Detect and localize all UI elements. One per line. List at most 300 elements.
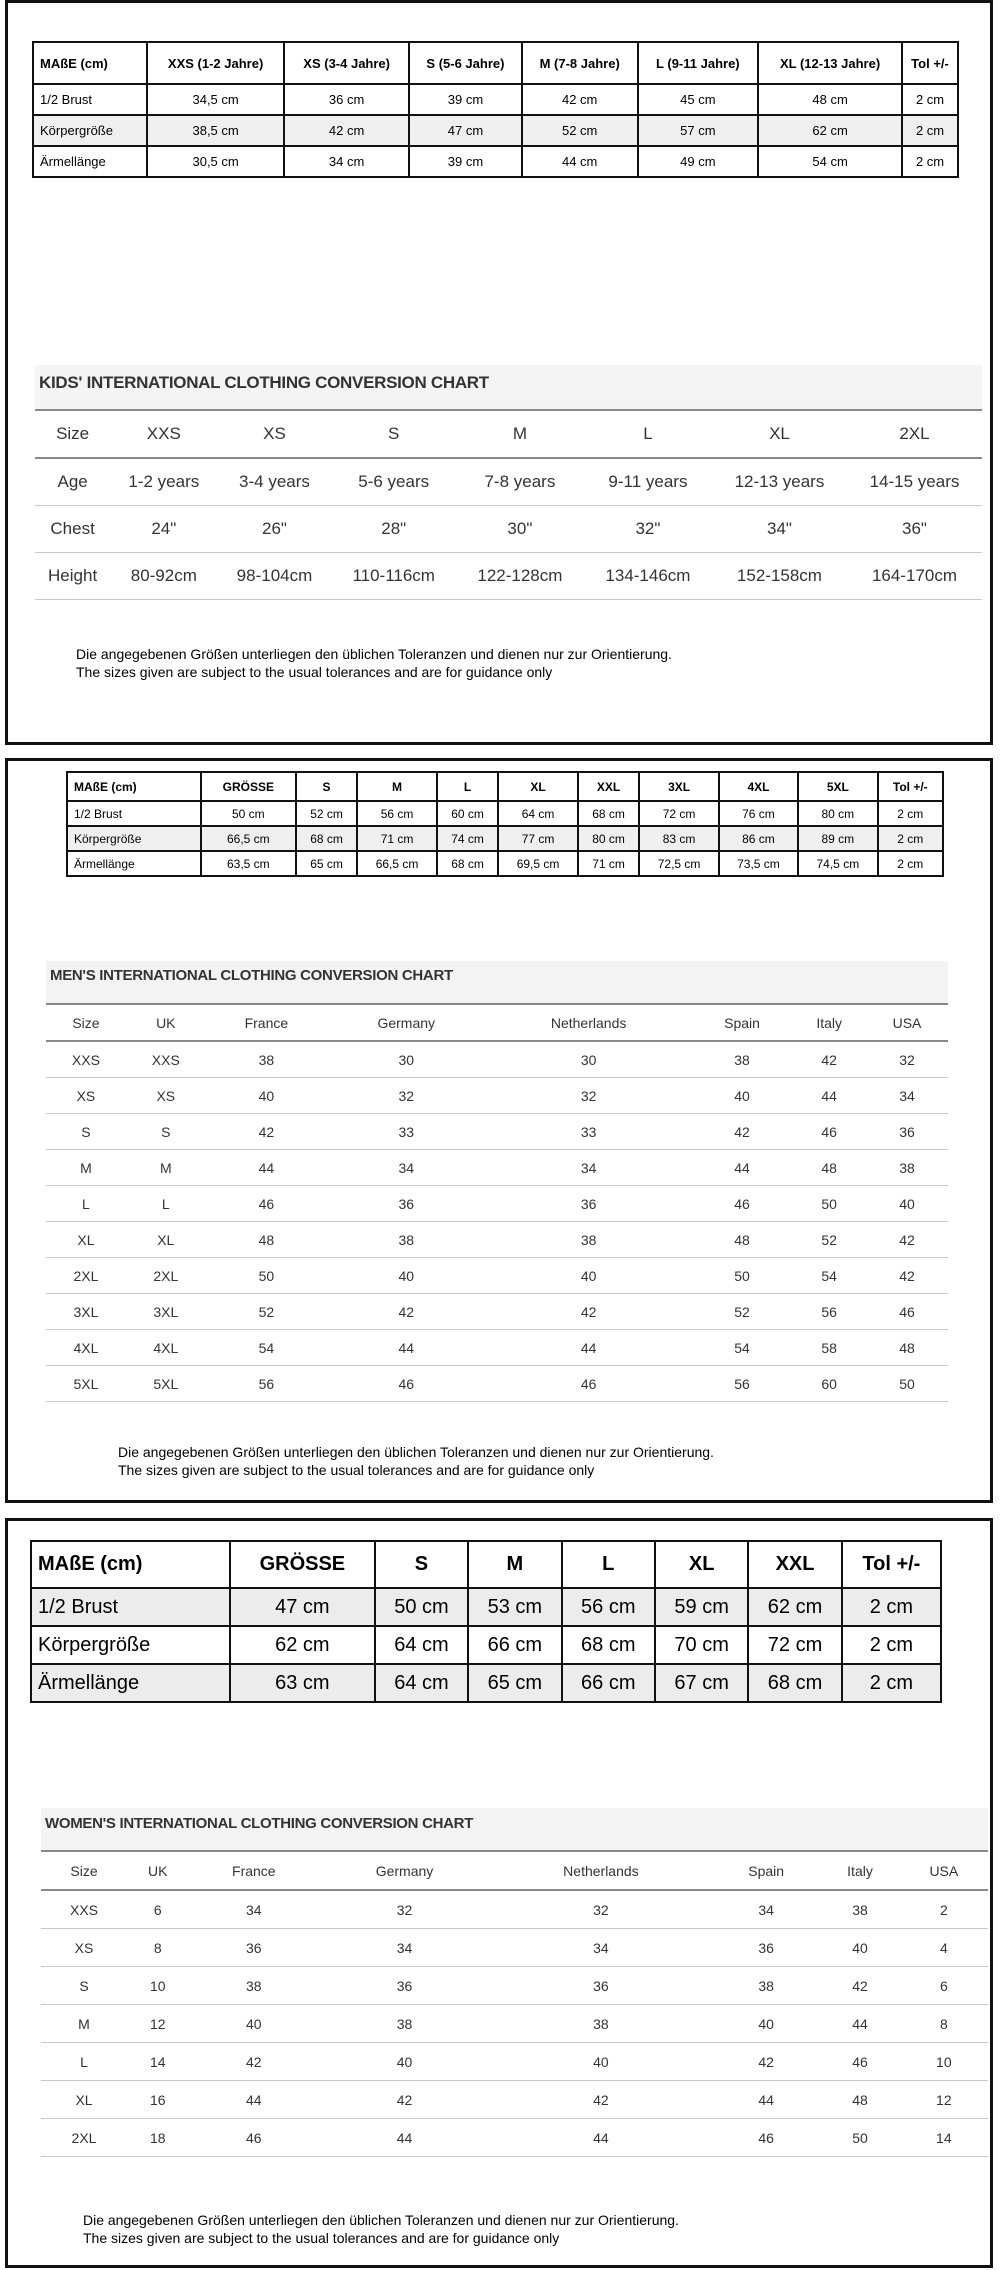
- table-cell: 64 cm: [498, 801, 577, 826]
- table-cell: 46: [692, 1186, 793, 1222]
- row-label: S: [46, 1114, 126, 1150]
- table-cell: 52 cm: [296, 801, 358, 826]
- column-header: XS: [217, 410, 331, 458]
- row-label: L: [46, 1186, 126, 1222]
- table-cell: 50: [820, 2119, 899, 2157]
- table-cell: S: [126, 1114, 206, 1150]
- table-row: [46, 1078, 948, 1114]
- row-label: 2XL: [41, 2119, 127, 2157]
- table-cell: 14: [900, 2119, 988, 2157]
- table-cell: 52: [206, 1294, 327, 1330]
- header-row: [31, 1541, 941, 1588]
- table-cell: 36: [866, 1114, 948, 1150]
- table-cell: 36: [319, 1967, 490, 2005]
- column-header: MAßE (cm): [67, 772, 201, 801]
- table-cell: 42: [206, 1114, 327, 1150]
- table-cell: 98-104cm: [217, 553, 331, 600]
- table-cell: 44: [692, 1150, 793, 1186]
- table-cell: 34 cm: [284, 146, 409, 177]
- table-cell: 42: [792, 1041, 866, 1078]
- table-row: [46, 1150, 948, 1186]
- table-cell: 34: [327, 1150, 486, 1186]
- table-cell: 89 cm: [798, 826, 877, 851]
- table-cell: 42: [327, 1294, 486, 1330]
- note-english: The sizes given are subject to the usual tolerances and are for guidance only: [76, 664, 553, 680]
- table-cell: 68 cm: [562, 1626, 655, 1664]
- table-row: [35, 458, 982, 506]
- row-label: S: [41, 1967, 127, 2005]
- table-row: [33, 146, 958, 177]
- column-header: France: [189, 1851, 320, 1890]
- table-cell: 46: [712, 2119, 820, 2157]
- table-cell: 48: [866, 1330, 948, 1366]
- column-header: Tol +/-: [842, 1541, 941, 1588]
- table-cell: 52: [692, 1294, 793, 1330]
- table-cell: 80-92cm: [110, 553, 217, 600]
- row-label: 2XL: [46, 1258, 126, 1294]
- table-row: [46, 1041, 948, 1078]
- table-cell: 32: [866, 1041, 948, 1078]
- row-label: XL: [46, 1222, 126, 1258]
- table-cell: 60 cm: [437, 801, 499, 826]
- table-cell: 9-11 years: [584, 458, 712, 506]
- table-cell: 30": [456, 506, 584, 553]
- table-cell: 38: [319, 2005, 490, 2043]
- row-label: XL: [41, 2081, 127, 2119]
- table-cell: 40: [866, 1186, 948, 1222]
- column-header: 4XL: [719, 772, 798, 801]
- column-header: USA: [900, 1851, 988, 1890]
- table-cell: 73,5 cm: [719, 851, 798, 876]
- table-cell: 16: [127, 2081, 188, 2119]
- table-cell: 66,5 cm: [357, 851, 436, 876]
- note-english: The sizes given are subject to the usual tolerances and are for guidance only: [83, 2230, 560, 2246]
- column-header: Spain: [712, 1851, 820, 1890]
- table-cell: XL: [126, 1222, 206, 1258]
- table-cell: 42: [189, 2043, 320, 2081]
- table-row: [46, 1294, 948, 1330]
- table-cell: 2 cm: [878, 826, 943, 851]
- table-cell: 34: [712, 1890, 820, 1929]
- table-cell: 53 cm: [468, 1588, 561, 1626]
- table-cell: 44: [189, 2081, 320, 2119]
- table-cell: M: [126, 1150, 206, 1186]
- table-cell: 40: [692, 1078, 793, 1114]
- table-cell: 36": [847, 506, 982, 553]
- table-cell: 122-128cm: [456, 553, 584, 600]
- table-cell: 8: [900, 2005, 988, 2043]
- table-row: [33, 115, 958, 146]
- table-cell: 46: [327, 1366, 486, 1402]
- table-cell: XS: [126, 1078, 206, 1114]
- column-header: XXS (1-2 Jahre): [147, 42, 284, 84]
- note-english: The sizes given are subject to the usual tolerances and are for guidance only: [118, 1462, 595, 1478]
- table-cell: 38: [189, 1967, 320, 2005]
- table-cell: 48: [820, 2081, 899, 2119]
- table-cell: 33: [327, 1114, 486, 1150]
- row-label: 4XL: [46, 1330, 126, 1366]
- table-cell: 38: [712, 1967, 820, 2005]
- table-cell: 44: [206, 1150, 327, 1186]
- table-cell: 36: [189, 1929, 320, 1967]
- column-header: Netherlands: [486, 1004, 692, 1041]
- table-cell: 42 cm: [284, 115, 409, 146]
- table-cell: 52: [792, 1222, 866, 1258]
- table-cell: 8: [127, 1929, 188, 1967]
- table-cell: 40: [712, 2005, 820, 2043]
- table-cell: 30: [327, 1041, 486, 1078]
- table-cell: 86 cm: [719, 826, 798, 851]
- table-cell: 12: [127, 2005, 188, 2043]
- table-cell: 74,5 cm: [798, 851, 877, 876]
- table-cell: 80 cm: [578, 826, 640, 851]
- column-header: S: [296, 772, 358, 801]
- table-cell: 6: [127, 1890, 188, 1929]
- table-cell: 72,5 cm: [639, 851, 718, 876]
- table-cell: 77 cm: [498, 826, 577, 851]
- column-header: 3XL: [639, 772, 718, 801]
- table-cell: 38: [866, 1150, 948, 1186]
- table-row: [31, 1588, 941, 1626]
- table-cell: 64 cm: [375, 1664, 468, 1702]
- table-cell: 30: [486, 1041, 692, 1078]
- table-cell: 34: [189, 1890, 320, 1929]
- table-cell: 44 cm: [522, 146, 638, 177]
- table-cell: 50: [692, 1258, 793, 1294]
- table-cell: 2XL: [126, 1258, 206, 1294]
- table-cell: 50: [866, 1366, 948, 1402]
- table-cell: 48 cm: [758, 84, 902, 115]
- column-header: Germany: [319, 1851, 490, 1890]
- kids-conversion-title: KIDS' INTERNATIONAL CLOTHING CONVERSION CHART: [35, 365, 982, 409]
- table-cell: 38: [206, 1041, 327, 1078]
- men-measurement-table: [66, 771, 944, 877]
- column-header: M: [357, 772, 436, 801]
- header-row: [35, 410, 982, 458]
- table-cell: 50 cm: [201, 801, 296, 826]
- table-cell: 46: [820, 2043, 899, 2081]
- table-cell: 54: [792, 1258, 866, 1294]
- table-cell: 38: [486, 1222, 692, 1258]
- table-cell: 2 cm: [878, 851, 943, 876]
- table-cell: 4: [900, 1929, 988, 1967]
- table-row: [33, 84, 958, 115]
- table-cell: 40: [189, 2005, 320, 2043]
- table-cell: 2 cm: [842, 1588, 941, 1626]
- table-cell: 44: [490, 2119, 712, 2157]
- women-size-panel: [5, 1518, 993, 2268]
- table-cell: 38: [820, 1890, 899, 1929]
- women-conversion-chart: [41, 1808, 988, 2157]
- table-row: [46, 1366, 948, 1402]
- table-cell: 47 cm: [409, 115, 522, 146]
- men-tolerance-note: [118, 1443, 714, 1479]
- column-header: Spain: [692, 1004, 793, 1041]
- table-cell: 45 cm: [638, 84, 759, 115]
- women-conversion-table: [41, 1850, 988, 2157]
- table-row: [46, 1222, 948, 1258]
- table-cell: 72 cm: [639, 801, 718, 826]
- row-label: Körpergröße: [33, 115, 147, 146]
- table-cell: 42: [319, 2081, 490, 2119]
- row-label: M: [46, 1150, 126, 1186]
- table-row: [41, 1890, 988, 1929]
- column-header: XXS: [110, 410, 217, 458]
- row-label: 1/2 Brust: [33, 84, 147, 115]
- table-cell: 110-116cm: [332, 553, 456, 600]
- column-header: UK: [126, 1004, 206, 1041]
- row-label: 1/2 Brust: [67, 801, 201, 826]
- table-cell: 2 cm: [902, 115, 958, 146]
- table-cell: 5XL: [126, 1366, 206, 1402]
- table-row: [46, 1114, 948, 1150]
- column-header: Italy: [792, 1004, 866, 1041]
- table-cell: 40: [319, 2043, 490, 2081]
- table-row: [46, 1258, 948, 1294]
- table-cell: 64 cm: [375, 1626, 468, 1664]
- column-header: MAßE (cm): [31, 1541, 230, 1588]
- table-cell: 18: [127, 2119, 188, 2157]
- table-row: [41, 2043, 988, 2081]
- table-cell: 63,5 cm: [201, 851, 296, 876]
- column-header: Germany: [327, 1004, 486, 1041]
- column-header: XL: [712, 410, 847, 458]
- header-row: [67, 772, 943, 801]
- table-cell: 32: [327, 1078, 486, 1114]
- table-cell: 39 cm: [409, 84, 522, 115]
- table-cell: 152-158cm: [712, 553, 847, 600]
- table-cell: 68 cm: [437, 851, 499, 876]
- row-label: XS: [46, 1078, 126, 1114]
- table-cell: 44: [712, 2081, 820, 2119]
- row-label: Körpergröße: [31, 1626, 230, 1664]
- men-conversion-chart: [46, 961, 948, 1402]
- column-header: France: [206, 1004, 327, 1041]
- note-german: Die angegebenen Größen unterliegen den üblichen Toleranzen und dienen nur zur Orientierung.: [83, 2212, 679, 2228]
- column-header: Size: [41, 1851, 127, 1890]
- kids-conversion-chart: [35, 365, 982, 600]
- table-cell: 1-2 years: [110, 458, 217, 506]
- header-row: [33, 42, 958, 84]
- table-cell: 56: [792, 1294, 866, 1330]
- table-cell: 44: [486, 1330, 692, 1366]
- table-cell: 24": [110, 506, 217, 553]
- header-row: [46, 1004, 948, 1041]
- table-cell: 56: [206, 1366, 327, 1402]
- table-row: [67, 801, 943, 826]
- table-cell: 36: [712, 1929, 820, 1967]
- table-cell: 36: [486, 1186, 692, 1222]
- table-cell: 40: [490, 2043, 712, 2081]
- table-row: [41, 1929, 988, 1967]
- kids-conversion-table: [35, 409, 982, 600]
- table-cell: 71 cm: [357, 826, 436, 851]
- table-cell: 50: [206, 1258, 327, 1294]
- column-header: UK: [127, 1851, 188, 1890]
- row-label: Age: [35, 458, 110, 506]
- table-cell: 38: [490, 2005, 712, 2043]
- column-header: Netherlands: [490, 1851, 712, 1890]
- table-cell: 60: [792, 1366, 866, 1402]
- column-header: Tol +/-: [878, 772, 943, 801]
- table-cell: 54: [206, 1330, 327, 1366]
- table-cell: 68 cm: [578, 801, 640, 826]
- table-cell: 40: [486, 1258, 692, 1294]
- table-cell: 66 cm: [562, 1664, 655, 1702]
- row-label: 1/2 Brust: [31, 1588, 230, 1626]
- table-cell: 66,5 cm: [201, 826, 296, 851]
- table-cell: 40: [327, 1258, 486, 1294]
- note-german: Die angegebenen Größen unterliegen den üblichen Toleranzen und dienen nur zur Orientierung.: [76, 646, 672, 662]
- row-label: 3XL: [46, 1294, 126, 1330]
- table-cell: 28": [332, 506, 456, 553]
- row-label: Ärmellänge: [67, 851, 201, 876]
- table-cell: 26": [217, 506, 331, 553]
- column-header: 2XL: [847, 410, 982, 458]
- table-cell: 34: [490, 1929, 712, 1967]
- row-label: 5XL: [46, 1366, 126, 1402]
- table-row: [46, 1330, 948, 1366]
- table-cell: 10: [127, 1967, 188, 2005]
- column-header: GRÖSSE: [230, 1541, 375, 1588]
- men-conversion-table: [46, 1003, 948, 1402]
- table-cell: 46: [866, 1294, 948, 1330]
- table-cell: 34: [319, 1929, 490, 1967]
- note-german: Die angegebenen Größen unterliegen den üblichen Toleranzen und dienen nur zur Orientierung.: [118, 1444, 714, 1460]
- table-cell: 46: [189, 2119, 320, 2157]
- column-header: XXL: [748, 1541, 841, 1588]
- table-cell: 14: [127, 2043, 188, 2081]
- table-cell: 80 cm: [798, 801, 877, 826]
- table-cell: 14-15 years: [847, 458, 982, 506]
- table-cell: 46: [206, 1186, 327, 1222]
- row-label: Height: [35, 553, 110, 600]
- women-tolerance-note: [83, 2211, 679, 2247]
- column-header: M: [456, 410, 584, 458]
- kids-measurement-table: [32, 41, 959, 178]
- table-cell: 57 cm: [638, 115, 759, 146]
- table-cell: 48: [792, 1150, 866, 1186]
- table-row: [41, 2119, 988, 2157]
- table-cell: 42 cm: [522, 84, 638, 115]
- column-header: Size: [35, 410, 110, 458]
- table-cell: 44: [319, 2119, 490, 2157]
- column-header: Size: [46, 1004, 126, 1041]
- table-cell: 50 cm: [375, 1588, 468, 1626]
- table-cell: 30,5 cm: [147, 146, 284, 177]
- table-cell: 2 cm: [842, 1664, 941, 1702]
- column-header: L (9-11 Jahre): [638, 42, 759, 84]
- table-cell: 40: [206, 1078, 327, 1114]
- table-cell: 34": [712, 506, 847, 553]
- table-cell: 134-146cm: [584, 553, 712, 600]
- table-cell: 12-13 years: [712, 458, 847, 506]
- table-row: [31, 1626, 941, 1664]
- table-cell: 38: [327, 1222, 486, 1258]
- table-cell: 47 cm: [230, 1588, 375, 1626]
- table-cell: 44: [792, 1078, 866, 1114]
- column-header: XXL: [578, 772, 640, 801]
- kids-size-panel: [5, 0, 993, 745]
- table-cell: 33: [486, 1114, 692, 1150]
- table-cell: 42: [490, 2081, 712, 2119]
- table-cell: 62 cm: [758, 115, 902, 146]
- table-cell: 68 cm: [296, 826, 358, 851]
- table-cell: XXS: [126, 1041, 206, 1078]
- column-header: L: [562, 1541, 655, 1588]
- table-cell: 36 cm: [284, 84, 409, 115]
- table-cell: 74 cm: [437, 826, 499, 851]
- table-cell: 49 cm: [638, 146, 759, 177]
- table-cell: 32: [486, 1078, 692, 1114]
- table-cell: 2 cm: [902, 146, 958, 177]
- table-cell: 42: [486, 1294, 692, 1330]
- kids-tolerance-note: [76, 645, 672, 681]
- row-label: L: [41, 2043, 127, 2081]
- table-cell: 83 cm: [639, 826, 718, 851]
- table-cell: 36: [490, 1967, 712, 2005]
- table-cell: 3-4 years: [217, 458, 331, 506]
- column-header: GRÖSSE: [201, 772, 296, 801]
- column-header: 5XL: [798, 772, 877, 801]
- table-cell: 38,5 cm: [147, 115, 284, 146]
- column-header: M (7-8 Jahre): [522, 42, 638, 84]
- table-cell: 76 cm: [719, 801, 798, 826]
- table-cell: 39 cm: [409, 146, 522, 177]
- table-row: [41, 2081, 988, 2119]
- table-row: [67, 851, 943, 876]
- table-cell: 70 cm: [655, 1626, 748, 1664]
- table-cell: 32: [319, 1890, 490, 1929]
- table-cell: 2 cm: [842, 1626, 941, 1664]
- table-cell: 10: [900, 2043, 988, 2081]
- table-cell: 5-6 years: [332, 458, 456, 506]
- column-header: S (5-6 Jahre): [409, 42, 522, 84]
- row-label: Ärmellänge: [33, 146, 147, 177]
- row-label: XXS: [46, 1041, 126, 1078]
- women-measurement-table: [30, 1540, 942, 1703]
- table-cell: 56 cm: [562, 1588, 655, 1626]
- table-cell: 59 cm: [655, 1588, 748, 1626]
- table-cell: 7-8 years: [456, 458, 584, 506]
- table-cell: 72 cm: [748, 1626, 841, 1664]
- row-label: Ärmellänge: [31, 1664, 230, 1702]
- table-cell: 62 cm: [748, 1588, 841, 1626]
- table-row: [35, 506, 982, 553]
- table-cell: 42: [820, 1967, 899, 2005]
- table-cell: 44: [820, 2005, 899, 2043]
- column-header: S: [332, 410, 456, 458]
- column-header: MAßE (cm): [33, 42, 147, 84]
- men-conversion-title: MEN'S INTERNATIONAL CLOTHING CONVERSION CHART: [46, 961, 948, 1003]
- table-cell: 42: [712, 2043, 820, 2081]
- table-cell: 67 cm: [655, 1664, 748, 1702]
- table-cell: 3XL: [126, 1294, 206, 1330]
- table-cell: 54 cm: [758, 146, 902, 177]
- row-label: Körpergröße: [67, 826, 201, 851]
- table-cell: 63 cm: [230, 1664, 375, 1702]
- table-cell: 46: [792, 1114, 866, 1150]
- table-row: [41, 2005, 988, 2043]
- table-cell: 69,5 cm: [498, 851, 577, 876]
- table-cell: 42: [866, 1258, 948, 1294]
- table-cell: 32": [584, 506, 712, 553]
- table-cell: 42: [866, 1222, 948, 1258]
- table-cell: 46: [486, 1366, 692, 1402]
- header-row: [41, 1851, 988, 1890]
- row-label: Chest: [35, 506, 110, 553]
- table-cell: 38: [692, 1041, 793, 1078]
